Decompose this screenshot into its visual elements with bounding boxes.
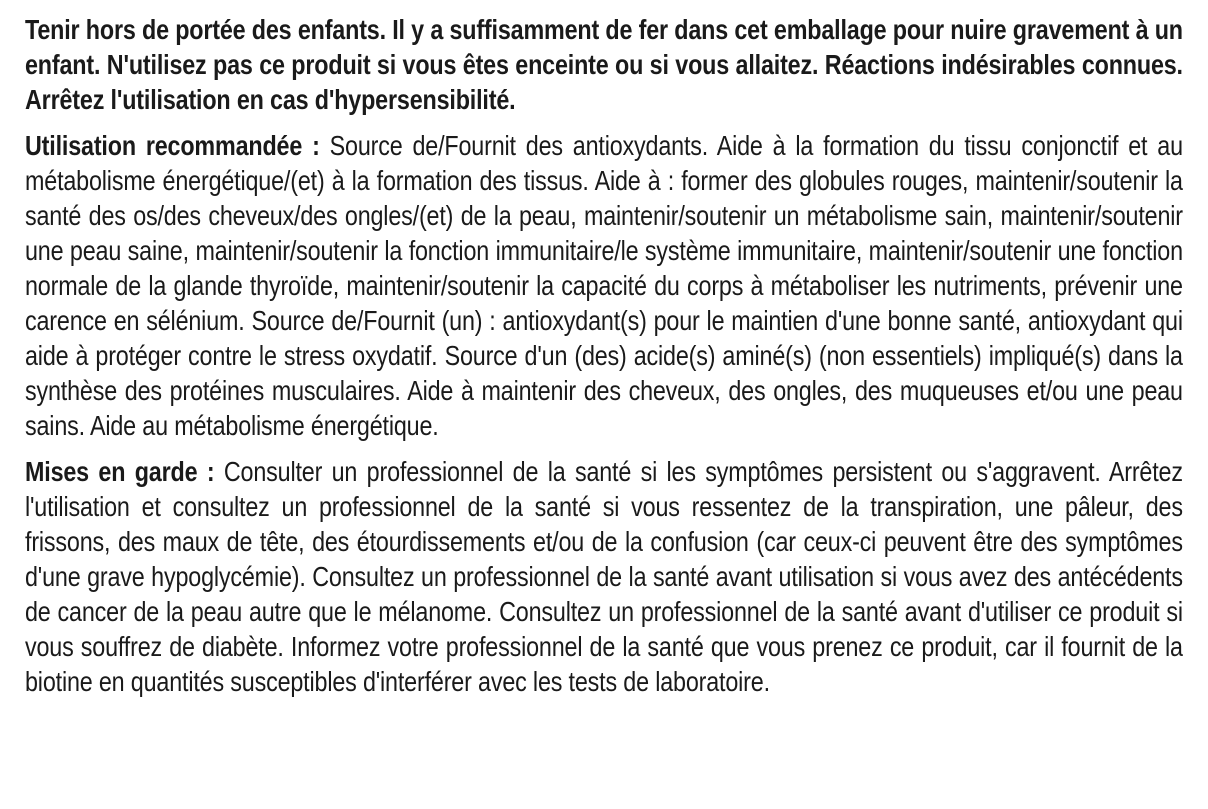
cautions-label: Mises en garde :: [25, 456, 215, 487]
recommended-use-paragraph: [25, 128, 1183, 443]
warning-paragraph: [25, 12, 1183, 117]
warning-text: Tenir hors de portée des enfants. Il y a suffisamment de fer dans cet emballage pour nuire gravement à un enfant. N'utilisez pas ce produit si vous êtes enceinte ou si vous allaitez. Réactions indésirables connues. Arrêtez l'utilisation en cas d'hypersensibilité.: [25, 14, 1183, 115]
recommended-use-label: Utilisation recommandée :: [25, 130, 320, 161]
recommended-use-text: Source de/Fournit des antioxydants. Aide à la formation du tissu conjonctif et au métabolisme énergétique/(et) à la formation des tissus. Aide à : former des globules rouges, maintenir/soutenir la santé des os/des cheveux/des ongles/(et) de la peau, maintenir/soutenir un métabolisme sain, maintenir/soutenir une peau saine, maintenir/soutenir la fonction immunitaire/le système immunitaire, maintenir/soutenir une fonction normale de la glande thyroïde, maintenir/soutenir la capacité du corps à métaboliser les nutriments, prévenir une carence en sélénium. Source de/Fournit (un) : antioxydant(s) pour le maintien d'une bonne santé, antioxydant qui aide à protéger contre le stress oxydatif. Source d'un (des) acide(s) aminé(s) (non essentiels) impliqué(s) dans la synthèse des protéines musculaires. Aide à maintenir des cheveux, des ongles, des muqueuses et/ou une peau sains. Aide au métabolisme énergétique.: [25, 130, 1183, 441]
label-text-block: [25, 12, 1183, 699]
cautions-text: Consulter un professionnel de la santé si les symptômes persistent ou s'aggravent. Arrêtez l'utilisation et consultez un professionnel de la santé si vous ressentez de la transpiration, une pâleur, des frissons, des maux de tête, des étourdissements et/ou de la confusion (car ceux-ci peuvent être des symptômes d'une grave hypoglycémie). Consultez un professionnel de la santé avant utilisation si vous avez des antécédents de cancer de la peau autre que le mélanome. Consultez un professionnel de la santé avant d'utiliser ce produit si vous souffrez de diabète. Informez votre professionnel de la santé que vous prenez ce produit, car il fournit de la biotine en quantités susceptibles d'interférer avec les tests de laboratoire.: [25, 456, 1183, 697]
cautions-paragraph: [25, 454, 1183, 699]
